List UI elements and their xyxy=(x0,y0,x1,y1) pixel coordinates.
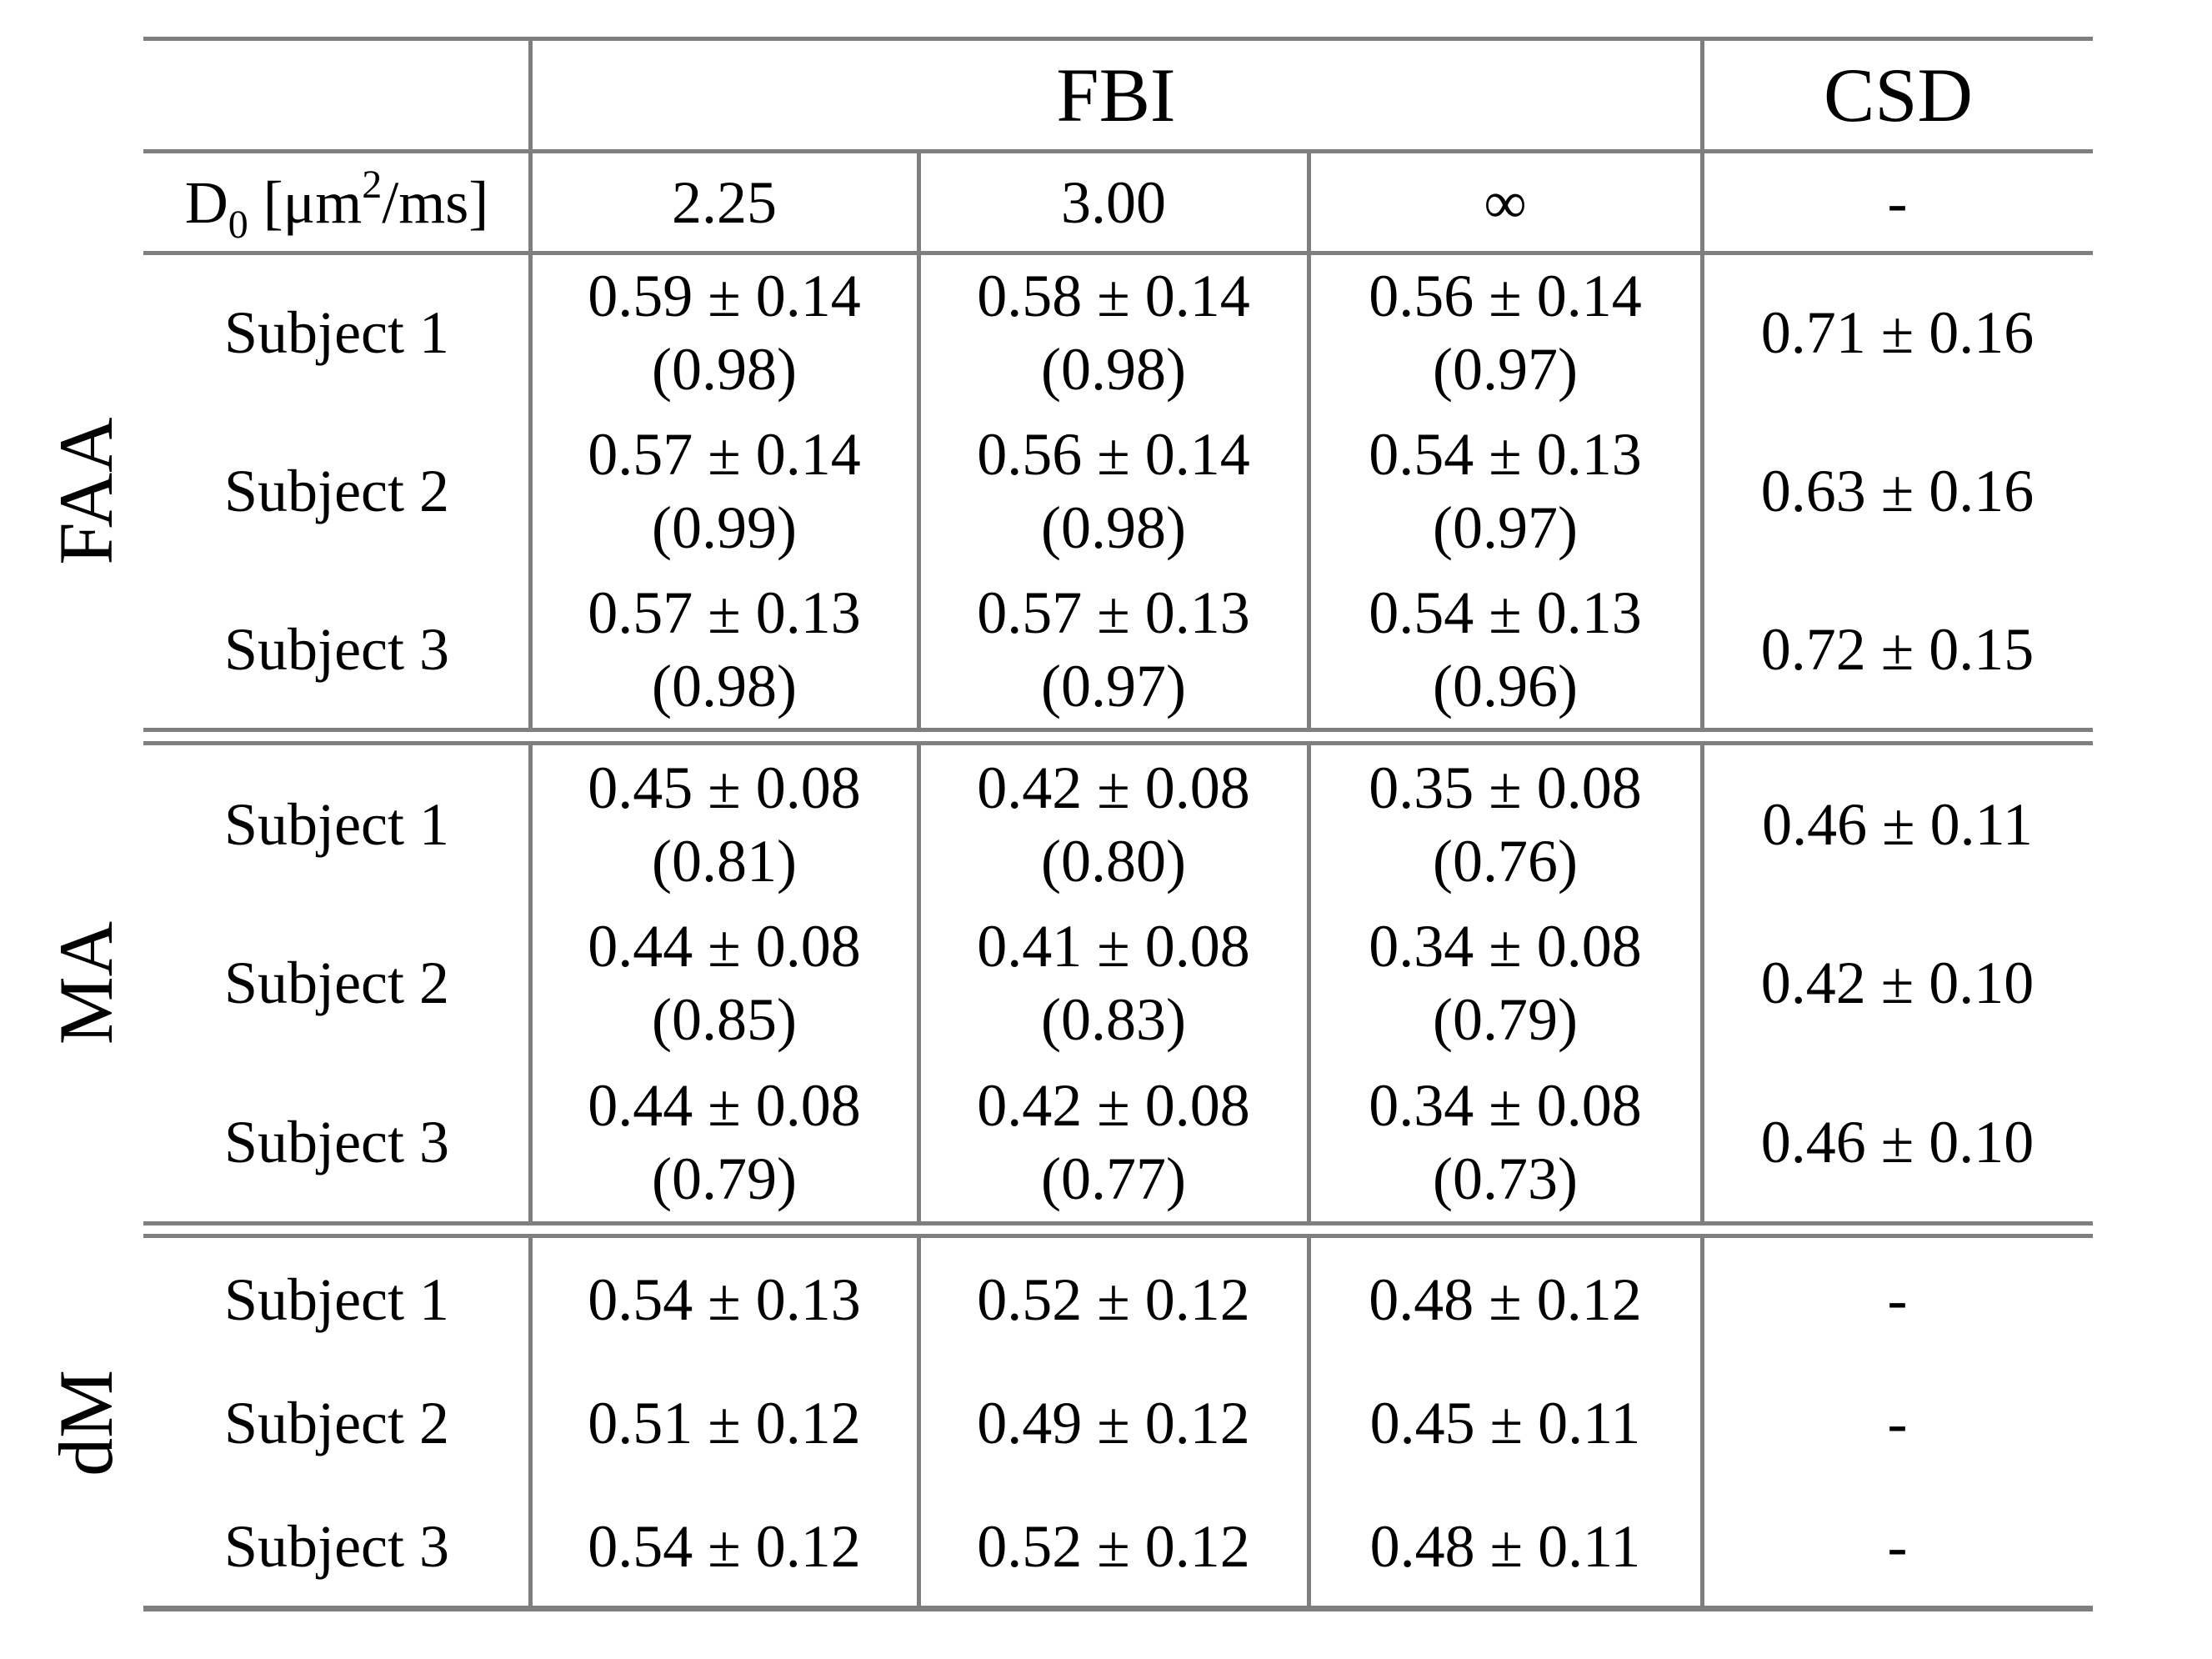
col-header-fbi: FBI xyxy=(1056,52,1176,138)
row-label: Subject 3 xyxy=(224,1108,449,1175)
value-cell: - xyxy=(1887,1513,1908,1580)
value-cell: 0.42 ± 0.08 (0.80) xyxy=(977,754,1250,895)
row-label: Subject 2 xyxy=(224,458,449,524)
d0-value-inf: ∞ xyxy=(1484,168,1527,236)
value-cell: 0.46 ± 0.10 xyxy=(1760,1108,2034,1175)
section-label-ma: MA xyxy=(43,920,128,1045)
value-cell: 0.54 ± 0.13 (0.97) xyxy=(1369,421,1642,561)
d0-label-text: $D_0$ $[\mu m^2/ms]$ xyxy=(184,162,489,247)
value-cell: 0.58 ± 0.14 (0.98) xyxy=(977,263,1250,403)
value-cell: 0.46 ± 0.11 xyxy=(1762,790,2033,858)
value-cell: 0.57 ± 0.13 (0.97) xyxy=(977,579,1250,719)
value-cell: 0.35 ± 0.08 (0.76) xyxy=(1369,754,1642,895)
row-label: Subject 2 xyxy=(224,950,449,1016)
value-cell: 0.71 ± 0.16 xyxy=(1760,299,2034,366)
value-cell: 0.44 ± 0.08 (0.85) xyxy=(588,913,861,1053)
value-cell: 0.72 ± 0.15 xyxy=(1760,616,2034,683)
d0-subscript: 0 xyxy=(228,202,248,247)
value-cell: 0.48 ± 0.12 xyxy=(1369,1266,1642,1333)
row-label: Subject 1 xyxy=(224,790,449,858)
value-cell: 0.52 ± 0.12 xyxy=(977,1513,1250,1580)
row-label: Subject 1 xyxy=(224,1266,449,1333)
col-header-csd: CSD xyxy=(1824,52,1973,138)
value-cell: 0.42 ± 0.08 (0.77) xyxy=(977,1071,1250,1212)
value-cell: - xyxy=(1887,1266,1908,1333)
value-cell: 0.44 ± 0.08 (0.79) xyxy=(588,1071,861,1212)
value-cell: 0.63 ± 0.16 xyxy=(1760,458,2034,524)
value-cell: 0.54 ± 0.13 xyxy=(588,1266,861,1333)
value-cell: 0.59 ± 0.14 (0.98) xyxy=(588,263,861,403)
value-cell: 0.51 ± 0.12 xyxy=(588,1390,861,1456)
value-cell: 0.42 ± 0.10 xyxy=(1760,950,2034,1016)
d0-superscript: 2 xyxy=(362,162,383,207)
row-label: Subject 1 xyxy=(224,299,449,366)
value-cell: 0.45 ± 0.08 (0.81) xyxy=(588,754,861,895)
section-label-dm: dM xyxy=(43,1370,128,1476)
value-cell: 0.34 ± 0.08 (0.73) xyxy=(1369,1071,1642,1212)
value-cell: 0.57 ± 0.14 (0.99) xyxy=(588,421,861,561)
value-cell: 0.54 ± 0.13 (0.96) xyxy=(1369,579,1642,719)
value-cell: 0.48 ± 0.11 xyxy=(1369,1513,1641,1580)
value-cell: 0.34 ± 0.08 (0.79) xyxy=(1369,913,1642,1053)
d0-value-225: 2.25 xyxy=(672,168,777,236)
d0-value-csd: - xyxy=(1887,168,1908,236)
value-cell: - xyxy=(1887,1390,1908,1456)
value-cell: 0.45 ± 0.11 xyxy=(1369,1390,1641,1456)
value-cell: 0.52 ± 0.12 xyxy=(977,1266,1250,1333)
row-label: Subject 3 xyxy=(224,616,449,683)
value-cell: 0.56 ± 0.14 (0.98) xyxy=(977,421,1250,561)
value-cell: 0.54 ± 0.12 xyxy=(588,1513,861,1580)
value-cell: 0.49 ± 0.12 xyxy=(977,1390,1250,1456)
d0-row-label xyxy=(143,151,530,253)
value-cell: 0.56 ± 0.14 (0.97) xyxy=(1369,263,1642,403)
value-cell: 0.41 ± 0.08 (0.83) xyxy=(977,913,1250,1053)
ma-dm-double-rule-top xyxy=(143,1221,2093,1225)
row-label: Subject 2 xyxy=(224,1390,449,1456)
d0-value-300: 3.00 xyxy=(1061,168,1166,236)
value-cell: 0.57 ± 0.13 (0.98) xyxy=(588,579,861,719)
section-label-faa: FAA xyxy=(43,417,128,565)
row-label: Subject 3 xyxy=(224,1513,449,1580)
